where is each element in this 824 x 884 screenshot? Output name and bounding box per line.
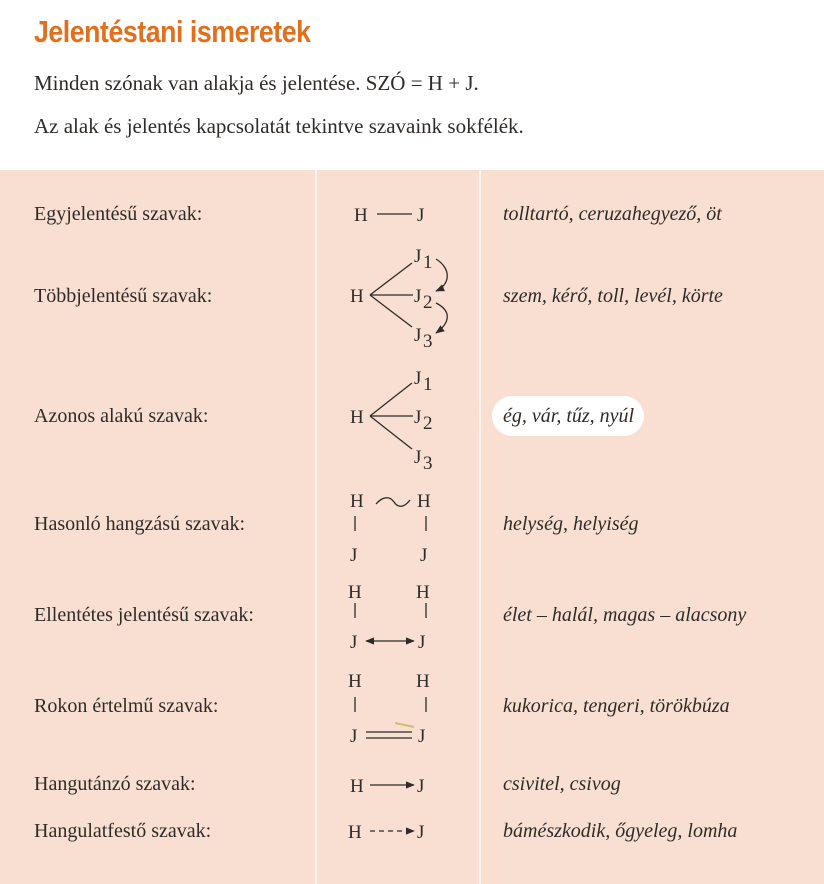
row-label-hangutanzo: Hangutánzó szavak:: [34, 773, 196, 795]
diagram-j-6b: J: [418, 726, 426, 747]
column-divider-1: [315, 170, 317, 884]
diagram-sub1-3: 1: [423, 374, 433, 395]
diagram-h-2: H: [350, 286, 364, 307]
diagram-sub3-3: 3: [423, 453, 433, 474]
row-examples-ellentetes: élet – halál, magas – alacsony: [503, 604, 747, 626]
diagram-h-6b: H: [416, 671, 430, 692]
row-examples-azonos-alaku: ég, vár, tűz, nyúl: [503, 405, 635, 427]
diagram-h-4b: H: [417, 491, 431, 512]
diagram-j-7: J: [417, 776, 425, 797]
diagram-j-5b: J: [418, 632, 426, 653]
diagram-j2-2: J: [414, 286, 422, 307]
diagram-h-5a: H: [348, 582, 362, 603]
diagram-j1-3: J: [414, 368, 422, 389]
row-examples-hangulatfesto: bámészkodik, őgyeleg, lomha: [503, 820, 738, 842]
row-label-egyjelentesu: Egyjelentésű szavak:: [34, 203, 203, 225]
diagram-j-4b: J: [420, 545, 428, 566]
diagram-sub2-3: 2: [423, 413, 433, 434]
diagram-sub3-2: 3: [423, 331, 433, 352]
row-label-azonos-alaku: Azonos alakú szavak:: [34, 405, 209, 427]
diagram-j3-3: J: [414, 447, 422, 468]
diagram-sub2-2: 2: [423, 292, 433, 313]
row-label-ellentetes: Ellentétes jelentésű szavak:: [34, 604, 254, 626]
diagram-j-5a: J: [350, 632, 358, 653]
row-label-hasonlo-hangzasu: Hasonló hangzású szavak:: [34, 513, 246, 535]
diagram-h-5b: H: [416, 582, 430, 603]
diagram-j-8: J: [417, 822, 425, 843]
row-examples-hangutanzo: csivitel, csivog: [503, 773, 621, 795]
row-examples-hasonlo-hangzasu: helység, helyiség: [503, 513, 639, 535]
diagram-j-6a: J: [350, 726, 358, 747]
row-examples-rokon-ertelmu: kukorica, tengeri, törökbúza: [503, 695, 730, 717]
diagram-h-1: H: [354, 205, 368, 226]
page-title: Jelentéstani ismeretek: [34, 14, 311, 49]
intro-line-1: Minden szónak van alakja és jelentése. SZÓ = H + J.: [34, 71, 479, 95]
column-divider-2: [479, 170, 481, 884]
diagram-j-1: J: [417, 205, 425, 226]
diagram-h-8: H: [348, 822, 362, 843]
row-label-rokon-ertelmu: Rokon értelmű szavak:: [34, 695, 219, 717]
diagram-j2-3: J: [414, 407, 422, 428]
diagram-j3-2: J: [414, 325, 422, 346]
diagram-j1-2: J: [414, 246, 422, 267]
row-examples-egyjelentesu: tolltartó, ceruzahegyező, öt: [503, 203, 722, 225]
diagram-h-4a: H: [350, 491, 364, 512]
diagram-h-7: H: [350, 776, 364, 797]
row-label-tobbjelentesu: Többjelentésű szavak:: [34, 285, 213, 307]
row-examples-tobbjelentesu: szem, kérő, toll, levél, körte: [503, 285, 723, 307]
diagram-j-4a: J: [350, 545, 358, 566]
diagram-h-6a: H: [348, 671, 362, 692]
relation-diagrams: [330, 175, 470, 875]
diagram-h-3: H: [350, 407, 364, 428]
row-label-hangulatfesto: Hangulatfestő szavak:: [34, 820, 212, 842]
intro-line-2: Az alak és jelentés kapcsolatát tekintve szavaink sokfélék.: [34, 114, 524, 138]
diagram-sub1-2: 1: [423, 252, 433, 273]
